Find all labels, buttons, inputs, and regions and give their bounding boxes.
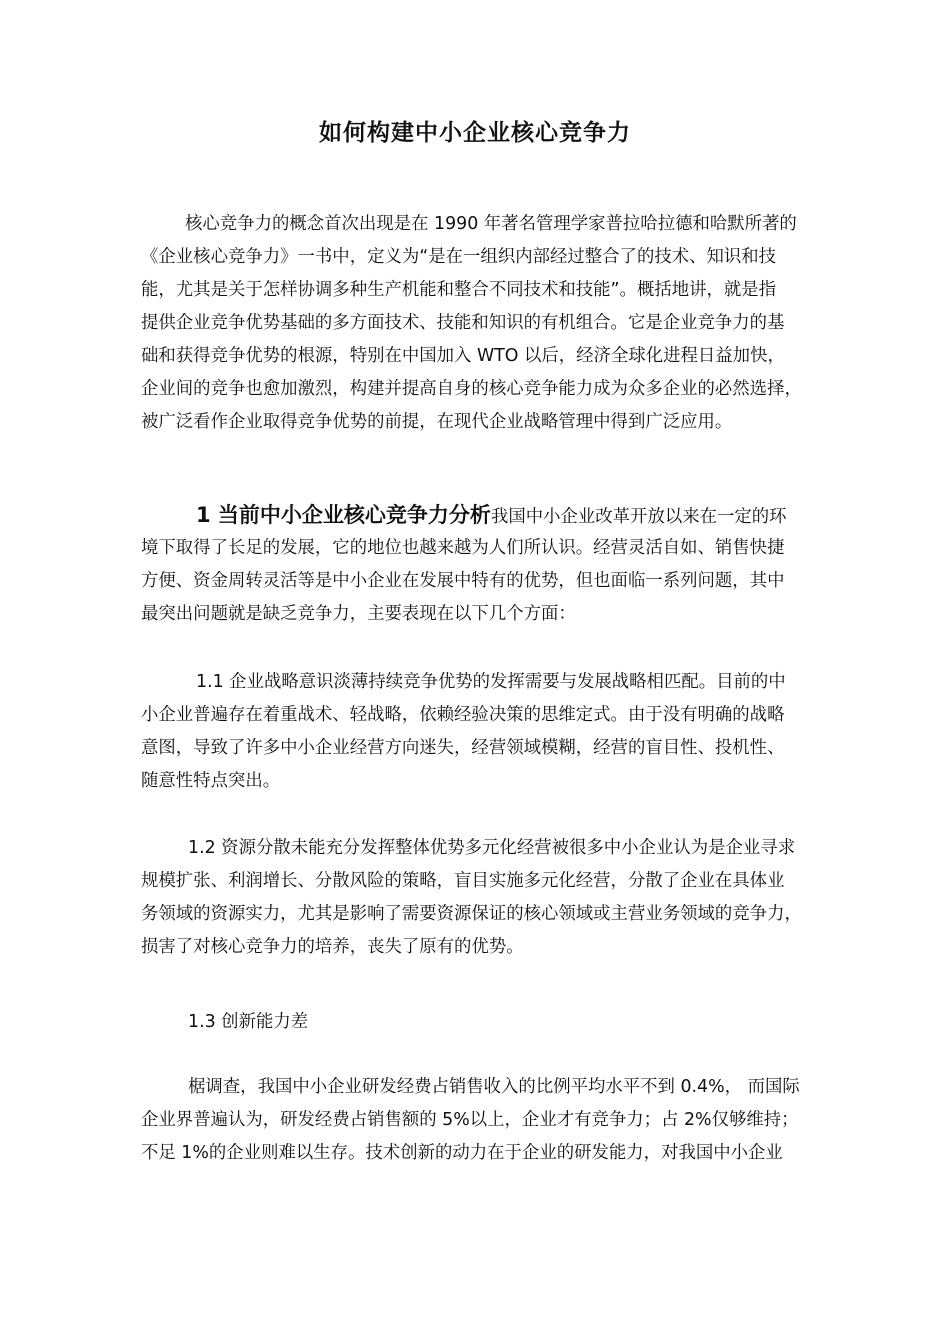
intro-line: 能，尤其是关于怎样协调多种生产机能和整合不同技术和技能”。概括地讲，就是指: [141, 280, 777, 300]
section-1-3-heading-block: [141, 1010, 821, 1035]
section-1-2-line: 务领域的资源实力，尤其是影响了需要资源保证的核心领域或主营业务领域的竞争力，: [141, 904, 802, 924]
section-1-2-line: 损害了对核心竞争力的培养，丧失了原有的优势。: [141, 937, 524, 957]
intro-line: 企业间的竞争也愈加激烈，构建并提高自身的核心竞争能力成为众多企业的必然选择，: [141, 379, 802, 399]
section-1-3-line: 不足 1%的企业则难以生存。技术创新的动力在于企业的研发能力，对我国中小企业: [141, 1143, 783, 1163]
section-1-1-line: 意图，导致了许多中小企业经营方向迷失，经营领域模糊，经营的盲目性、投机性、: [141, 738, 785, 758]
section-1-1-paragraph: [141, 670, 821, 794]
section-1-2-paragraph: [141, 836, 821, 960]
section-1-3-line: 企业界普遍认为，研发经费占销售额的 5%以上，企业才有竞争力；占 2%仅够维持；: [141, 1110, 799, 1130]
section-1-paragraph: [141, 502, 821, 627]
section-1-line: 方便、资金周转灵活等是中小企业在发展中特有的优势，但也面临一系列问题，其中: [141, 571, 785, 591]
intro-line: 《企业核心竞争力》一书中，定义为“是在一组织内部经过整合了的技术、知识和技: [141, 247, 777, 267]
section-1-2-line: 规模扩张、利润增长、分散风险的策略，盲目实施多元化经营，分散了企业在具体业: [141, 871, 785, 891]
intro-line: 核心竞争力的概念首次出现是在 1990 年著名管理学家普拉哈拉德和哈默所著的: [185, 214, 797, 234]
section-1-3-paragraph: [141, 1075, 821, 1166]
document-title: 如何构建中小企业核心竞争力: [319, 120, 631, 146]
section-1-heading: 1 当前中小企业核心竞争力分析: [196, 503, 491, 527]
section-1-3-heading: 1.3 创新能力差: [188, 1012, 309, 1032]
intro-line: 提供企业竞争优势基础的多方面技术、技能和知识的有机组合。它是企业竞争力的基: [141, 313, 785, 333]
section-1-line: 最突出问题就是缺乏竞争力，主要表现在以下几个方面：: [141, 604, 576, 624]
section-1-line: 境下取得了长足的发展，它的地位也越来越为人们所认识。经营灵活自如、销售快捷: [141, 538, 785, 558]
section-1-3-line: 椐调查，我国中小企业研发经费占销售收入的比例平均水平不到 0.4%， 而国际: [188, 1077, 800, 1097]
section-1-1-line: 1.1 企业战略意识淡薄持续竞争优势的发挥需要与发展战略相匹配。目前的中: [196, 672, 786, 692]
section-1-2-line: 1.2 资源分散未能充分发挥整体优势多元化经营被很多中小企业认为是企业寻求: [188, 838, 796, 858]
section-1-first-line-text: 我国中小企业改革开放以来在一定的环: [490, 507, 787, 527]
section-1-1-line: 小企业普遍存在着重战术、轻战略，依赖经验决策的思维定式。由于没有明确的战略: [141, 705, 785, 725]
section-1-1-line: 随意性特点突出。: [141, 771, 281, 791]
intro-paragraph: [141, 212, 821, 435]
section-1-first-line: [141, 502, 821, 529]
intro-line: 被广泛看作企业取得竞争优势的前提，在现代企业战略管理中得到广泛应用。: [141, 412, 733, 432]
intro-line: 础和获得竞争优势的根源，特别在中国加入 WTO 以后，经济全球化进程日益加快，: [141, 346, 785, 366]
